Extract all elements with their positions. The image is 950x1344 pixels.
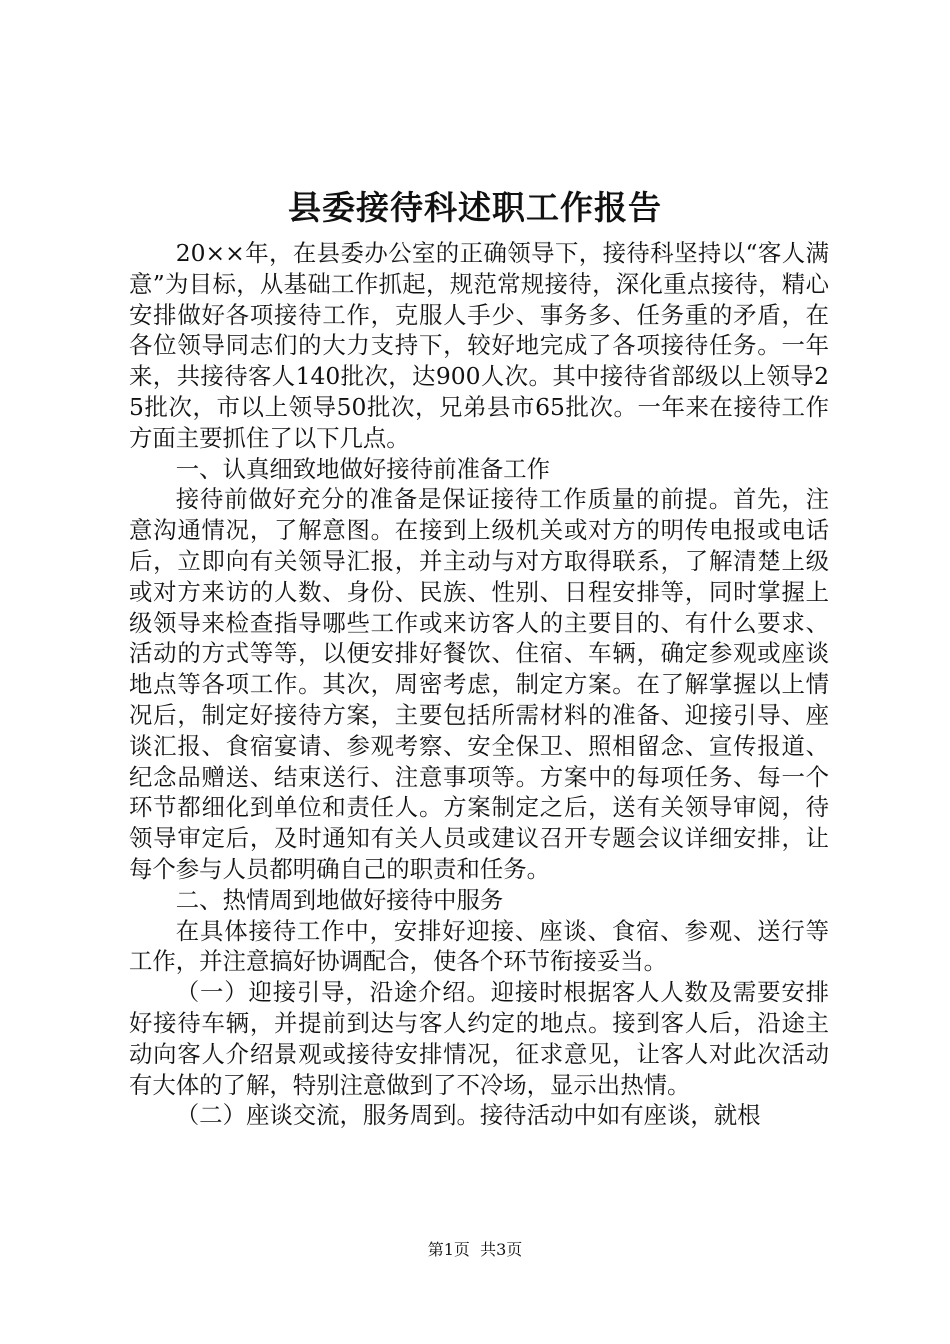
page-footer: 第1页 共3页 <box>427 1240 523 1259</box>
paragraph-discussion: （二）座谈交流，服务周到。接待活动中如有座谈，就根 <box>175 1101 761 1130</box>
paragraph-service-overview: 在具体接待工作中，安排好迎接、座谈、食宿、参观、送行等工作，并注意搞好协调配合，使各个环节衔接妥当。 <box>129 916 829 976</box>
paragraph-intro: 20××年，在县委办公室的正确领导下，接待科坚持以“客人满意”为目标，从基础工作抓起，规范常规接待，深化重点接待，精心安排做好各项接待工作，克服人手少、事务多、任务重的矛盾，在各位领导同志们的大力支持下，较好地完成了各项接待任务。一年来，共接待客人140批次，达900人次。其中接待省部级以上领导25批次，市以上领导50批次，兄弟县市65批次。一年来在接待工作方面主要抓住了以下几点。 <box>129 239 829 452</box>
section-heading-2: 二、热情周到地做好接待中服务 <box>175 885 504 914</box>
document-body <box>129 238 829 1131</box>
section-heading-1: 一、认真细致地做好接待前准备工作 <box>175 454 551 483</box>
paragraph-welcome-guide: （一）迎接引导，沿途介绍。迎接时根据客人人数及需要安排好接待车辆，并提前到达与客人约定的地点。接到客人后，沿途主动向客人介绍景观或接待安排情况，征求意见，让客人对此次活动有大体的了解，特别注意做到了不冷场，显示出热情。 <box>129 978 829 1099</box>
paragraph-preparation: 接待前做好充分的准备是保证接待工作质量的前提。首先，注意沟通情况，了解意图。在接到上级机关或对方的明传电报或电话后，立即向有关领导汇报，并主动与对方取得联系，了解清楚上级或对方来访的人数、身份、民族、性别、日程安排等，同时掌握上级领导来检查指导哪些工作或来访客人的主要目的、有什么要求、活动的方式等等，以便安排好餐饮、住宿、车辆，确定参观或座谈地点等各项工作。其次，周密考虑，制定方案。在了解掌握以上情况后，制定好接待方案，主要包括所需材料的准备、迎接引导、座谈汇报、食宿宴请、参观考察、安全保卫、照相留念、宣传报道、纪念品赠送、结束送行、注意事项等。方案中的每项任务、每一个环节都细化到单位和责任人。方案制定之后，送有关领导审阅，待领导审定后，及时通知有关人员或建议召开专题会议详细安排，让每个参与人员都明确自己的职责和任务。 <box>129 485 829 883</box>
document-title: 县委接待科述职工作报告 <box>288 188 662 227</box>
